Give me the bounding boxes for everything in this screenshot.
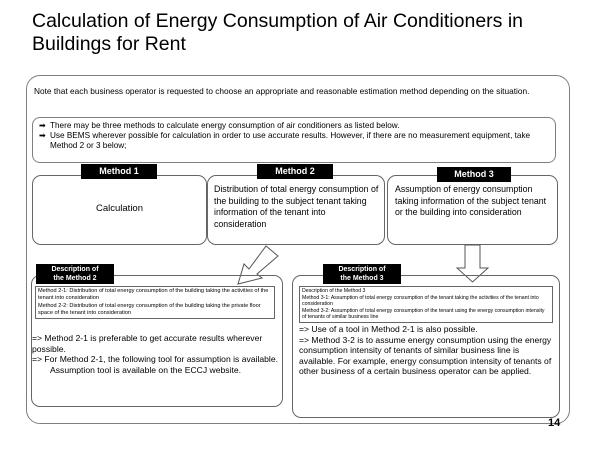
method2-label: Method 2 — [257, 164, 333, 179]
page-title: Calculation of Energy Consumption of Air Conditioners in Buildings for Rent — [32, 10, 524, 55]
bullet-box — [32, 117, 556, 163]
method3-text: Assumption of energy consumption taking information of the subject tenant or the building into consideration — [395, 184, 547, 217]
desc2-methods: Method 2-1: Distribution of total energy consumption of the building taking the activities of the tenant into consideration Method 2-2: Distribution of total energy consumption of the building taking the private floor space of the tenant into consideration — [35, 286, 275, 319]
desc3-label: Description of the Method 3 — [323, 264, 401, 284]
method3-label: Method 3 — [437, 167, 511, 182]
method1-label: Method 1 — [81, 164, 157, 179]
page-number: 14 — [548, 417, 561, 429]
note-text: Note that each business operator is requested to choose an appropriate and reasonable estimation method depending on the situation. — [34, 86, 530, 96]
arrow-right-icon: ➡ — [39, 121, 46, 130]
method1-text: Calculation — [96, 203, 143, 214]
bullet-item: ➡ There may be three methods to calculate energy consumption of air conditioners as listed below. — [39, 121, 400, 130]
desc2-label: Description of the Method 2 — [36, 264, 114, 284]
arrow-right-icon: ➡ — [39, 131, 46, 140]
desc2-points: => Method 2-1 is preferable to get accurate results wherever possible. => For Method 2-1, the following tool for assumption is available. Assumption tool is available on the ECCJ website. — [32, 333, 279, 375]
method2-text: Distribution of total energy consumption of the building to the subject tenant taking information of the tenant into consideration — [214, 184, 379, 229]
bullet-item: ➡ Use BEMS wherever possible for calculation in order to use accurate results. However, if there are no measurement equipment, take Method 2 or 3 below; — [39, 131, 531, 150]
desc3-methods: Description of the Method 3 Method 3-1: Assumption of total energy consumption of the tenant taking the activities of the tenant into consideration Method 3-2: Assumption of total energy consumption of the tenant using the energy consumption intensity of tenants of similar business line — [299, 286, 553, 323]
desc3-points: => Use of a tool in Method 2-1 is also possible. => Method 3-2 is to assume energy consumption using the energy consumption intensity of tenants of similar business line is available. For example, energy consumption intensity of tenants of other business of a certain business operator can be applied. — [299, 324, 552, 377]
